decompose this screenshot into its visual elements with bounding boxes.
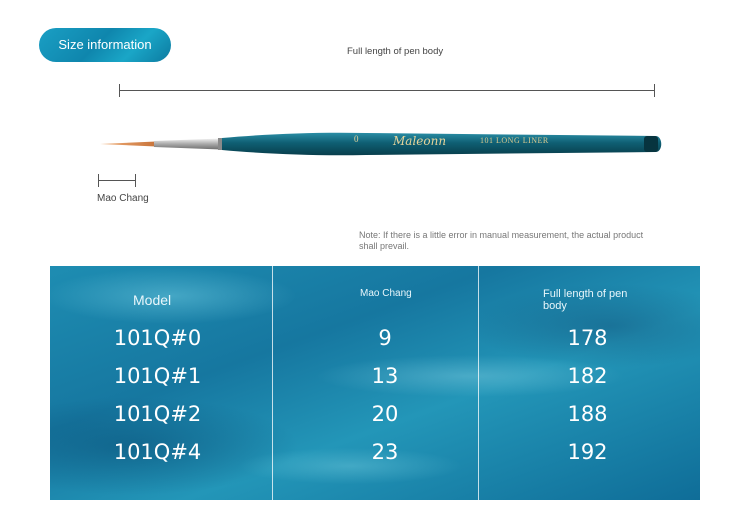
full-length-dimension-line bbox=[119, 90, 654, 91]
full-length-left-tick bbox=[119, 84, 120, 97]
brush-brand-text: Maleonn bbox=[393, 134, 447, 148]
cell-mao-chang: 9 bbox=[378, 326, 392, 350]
cell-model: 101Q#2 bbox=[113, 402, 202, 426]
cell-model: 101Q#1 bbox=[113, 364, 202, 388]
column-divider bbox=[478, 266, 479, 500]
measurement-note: Note: If there is a little error in manual measurement, the actual product shall prevail. bbox=[359, 230, 644, 251]
cell-full-length: 182 bbox=[567, 364, 608, 388]
mao-chang-dimension-line bbox=[98, 180, 135, 181]
header-mao-chang: Mao Chang bbox=[360, 288, 412, 299]
cell-model: 101Q#4 bbox=[113, 440, 202, 464]
cell-mao-chang: 13 bbox=[371, 364, 399, 388]
header-full-length: Full length of pen body bbox=[543, 288, 628, 312]
brush-size-mark: 0 bbox=[354, 134, 359, 144]
size-information-badge: Size information bbox=[39, 28, 171, 62]
header-model: Model bbox=[133, 292, 172, 308]
size-table bbox=[50, 266, 700, 500]
cell-full-length: 192 bbox=[567, 440, 608, 464]
full-length-right-tick bbox=[654, 84, 655, 97]
mao-chang-right-tick bbox=[135, 174, 136, 187]
cell-model: 101Q#0 bbox=[113, 326, 202, 350]
brush-series-text: 101 LONG LINER bbox=[480, 136, 549, 145]
brush-image bbox=[96, 126, 666, 162]
cell-mao-chang: 20 bbox=[371, 402, 399, 426]
cell-full-length: 178 bbox=[567, 326, 608, 350]
mao-chang-label: Mao Chang bbox=[97, 193, 149, 204]
mao-chang-left-tick bbox=[98, 174, 99, 187]
column-divider bbox=[272, 266, 273, 500]
cell-mao-chang: 23 bbox=[371, 440, 399, 464]
cell-full-length: 188 bbox=[567, 402, 608, 426]
full-length-label: Full length of pen body bbox=[347, 46, 444, 57]
